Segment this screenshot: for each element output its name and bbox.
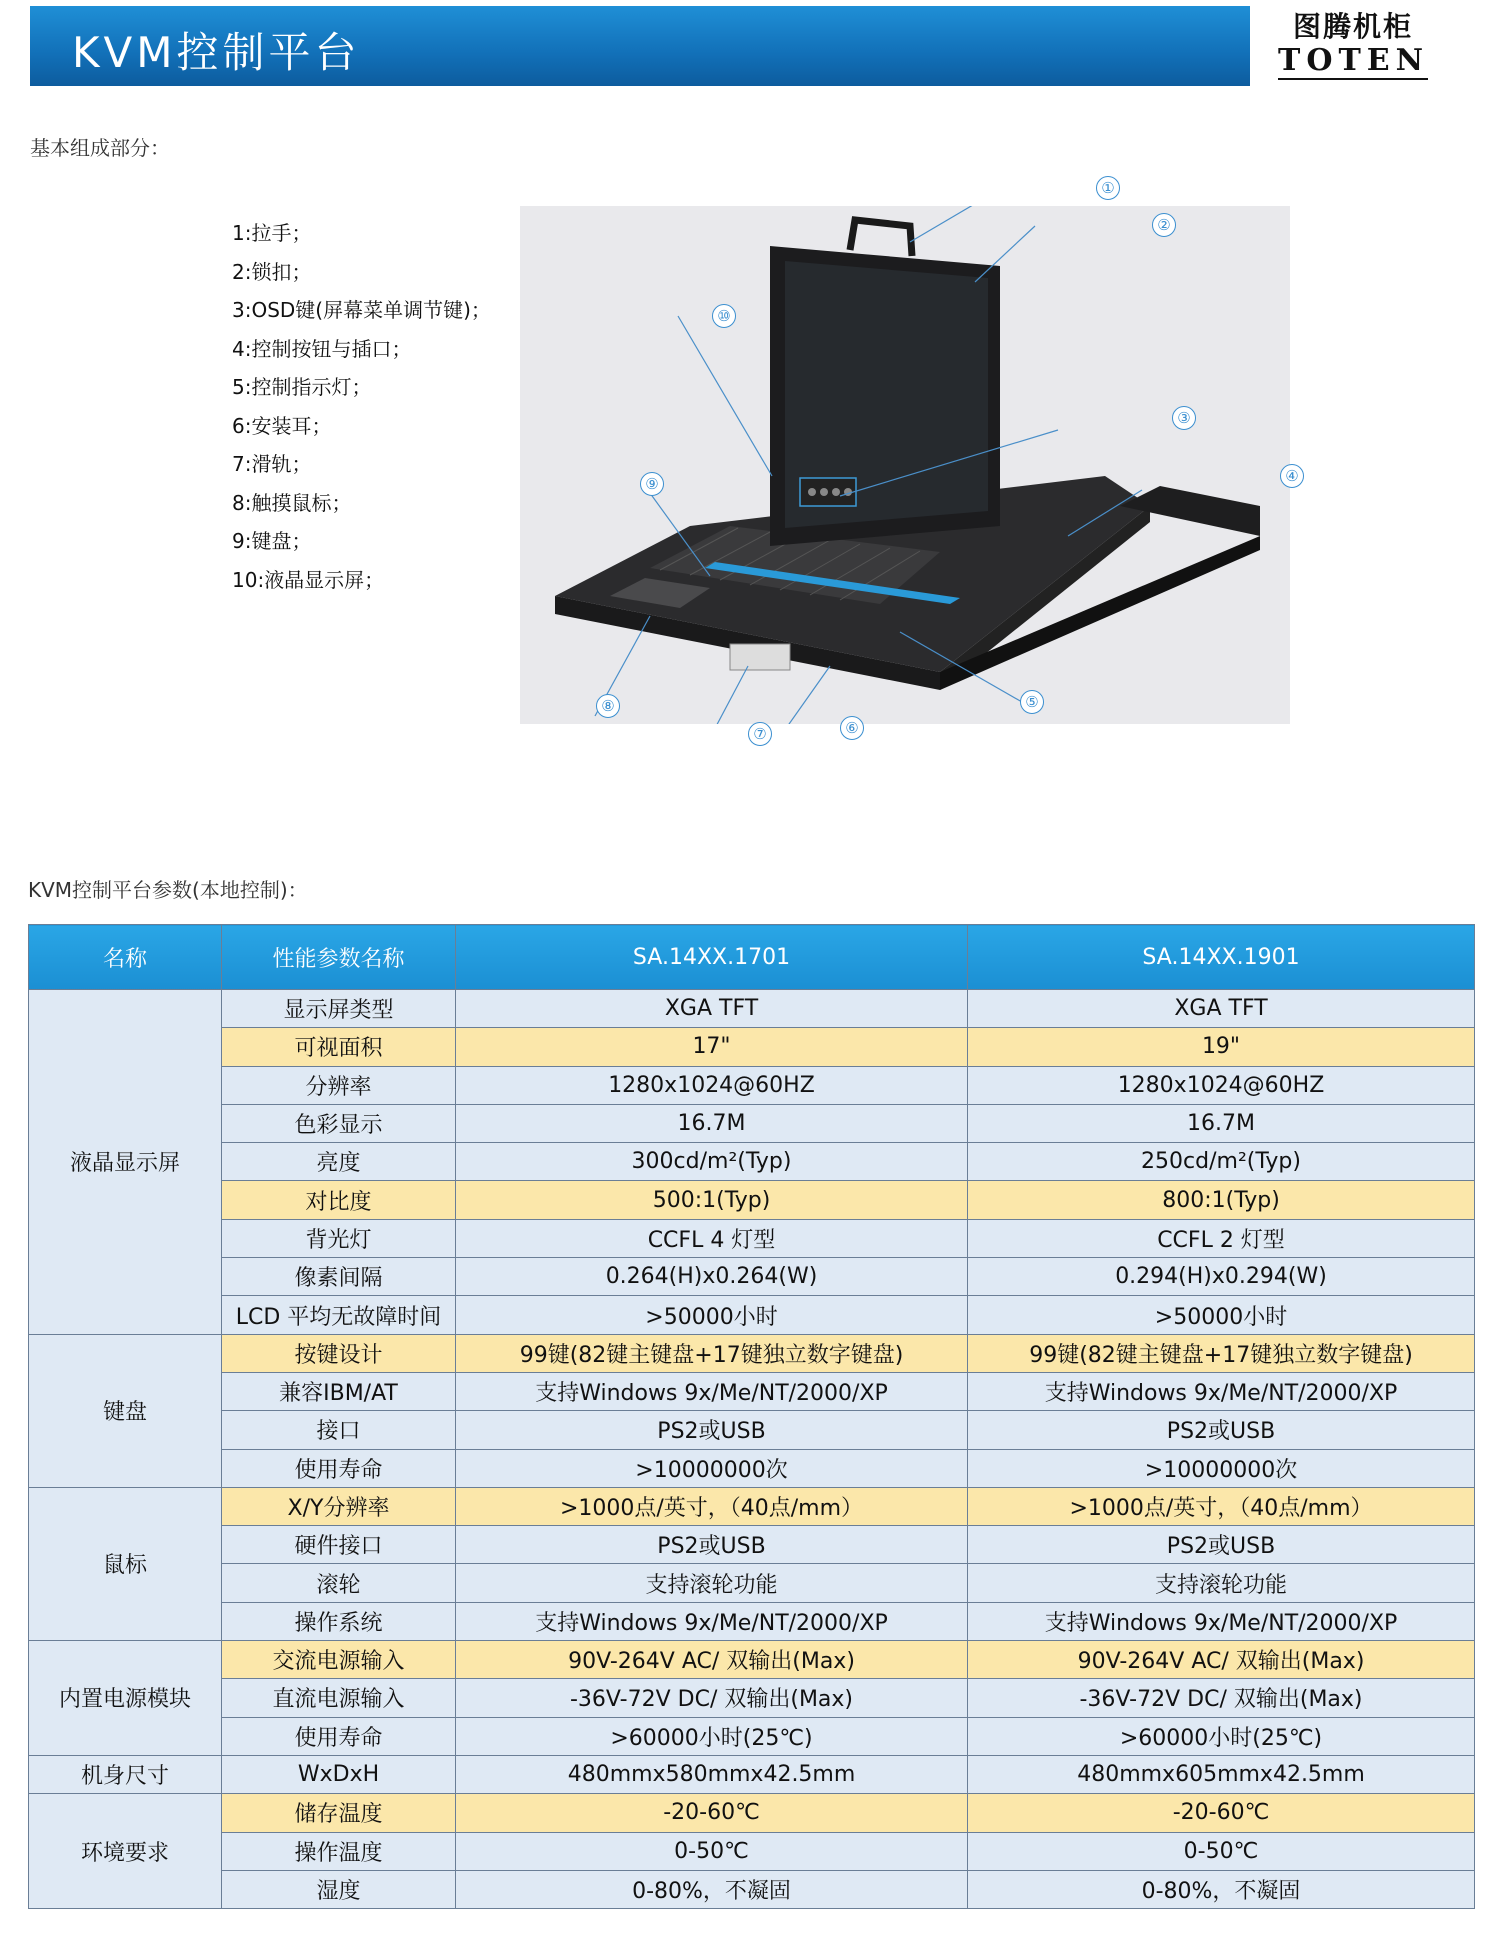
param-cell: 像素间隔: [222, 1258, 456, 1296]
table-row: [29, 1449, 1475, 1487]
kvm-illustration: [520, 206, 1290, 724]
param-cell: 对比度: [222, 1181, 456, 1219]
param-cell: 按键设计: [222, 1334, 456, 1372]
param-cell: 亮度: [222, 1143, 456, 1181]
param-cell: 色彩显示: [222, 1104, 456, 1142]
title-banner: [30, 6, 1250, 86]
logo-english: TOTEN: [1278, 43, 1430, 78]
table-row: [29, 1372, 1475, 1410]
value-1901-cell: PS2或USB: [968, 1411, 1475, 1449]
part-item: 3:OSD键(屏幕菜单调节键)；: [232, 298, 491, 322]
value-1701-cell: CCFL 4 灯型: [456, 1219, 968, 1257]
callout-10: ⑩: [712, 304, 736, 328]
table-row: [29, 1641, 1475, 1679]
spec-table-header: [29, 925, 1475, 990]
table-row: [29, 1602, 1475, 1640]
table-row: [29, 1143, 1475, 1181]
table-row: [29, 1411, 1475, 1449]
table-row: [29, 990, 1475, 1028]
part-item: 10:液晶显示屏；: [232, 567, 385, 592]
value-1701-cell: >10000000次: [456, 1449, 968, 1487]
kvm-product-photo: [520, 206, 1290, 724]
table-row: [29, 1870, 1475, 1908]
table-row: [29, 1334, 1475, 1372]
table-row: [29, 1066, 1475, 1104]
part-item: 6:安装耳；: [232, 413, 332, 438]
table-row: [29, 1794, 1475, 1832]
param-cell: 分辨率: [222, 1066, 456, 1104]
value-1901-cell: 0.294(H)x0.294(W): [968, 1258, 1475, 1296]
value-1901-cell: -36V-72V DC/ 双输出(Max): [968, 1679, 1475, 1717]
value-1901-cell: >10000000次: [968, 1449, 1475, 1487]
category-cell: 环境要求: [29, 1794, 222, 1909]
value-1901-cell: 99键(82键主键盘+17键独立数字键盘): [968, 1334, 1475, 1372]
table-row: [29, 1526, 1475, 1564]
part-item: 2:锁扣；: [232, 259, 312, 284]
value-1701-cell: 支持Windows 9x/Me/NT/2000/XP: [456, 1372, 968, 1410]
part-item: 1:拉手；: [232, 221, 312, 245]
value-1701-cell: 90V-264V AC/ 双输出(Max): [456, 1641, 968, 1679]
value-1701-cell: PS2或USB: [456, 1526, 968, 1564]
table-row: [29, 1564, 1475, 1602]
value-1701-cell: 0-50℃: [456, 1832, 968, 1870]
spec-table: [28, 924, 1475, 1909]
category-cell: 鼠标: [29, 1487, 222, 1640]
param-cell: WxDxH: [222, 1755, 456, 1793]
param-cell: 使用寿命: [222, 1449, 456, 1487]
callout-7: ⑦: [748, 722, 772, 746]
value-1701-cell: 0-80%，不凝固: [456, 1870, 968, 1908]
value-1901-cell: >50000小时: [968, 1296, 1475, 1334]
value-1701-cell: 17": [456, 1028, 968, 1066]
value-1901-cell: CCFL 2 灯型: [968, 1219, 1475, 1257]
callout-1: ①: [1096, 176, 1120, 200]
table-row: [29, 1181, 1475, 1219]
table-row: [29, 1219, 1475, 1257]
value-1701-cell: >60000小时(25℃): [456, 1717, 968, 1755]
param-cell: 可视面积: [222, 1028, 456, 1066]
value-1701-cell: >50000小时: [456, 1296, 968, 1334]
callout-8: ⑧: [596, 694, 620, 718]
value-1901-cell: 支持Windows 9x/Me/NT/2000/XP: [968, 1372, 1475, 1410]
part-item: 9:键盘；: [232, 529, 312, 553]
value-1701-cell: >1000点/英寸，（40点/mm）: [456, 1487, 968, 1525]
param-cell: 硬件接口: [222, 1526, 456, 1564]
param-cell: 湿度: [222, 1870, 456, 1908]
value-1901-cell: XGA TFT: [968, 990, 1475, 1028]
value-1701-cell: 支持滚轮功能: [456, 1564, 968, 1602]
value-1901-cell: >1000点/英寸，（40点/mm）: [968, 1487, 1475, 1525]
param-cell: 接口: [222, 1411, 456, 1449]
header-model-1901: SA.14XX.1901: [968, 925, 1475, 990]
value-1901-cell: 1280x1024@60HZ: [968, 1066, 1475, 1104]
category-cell: 机身尺寸: [29, 1755, 222, 1793]
value-1701-cell: 0.264(H)x0.264(W): [456, 1258, 968, 1296]
value-1701-cell: 1280x1024@60HZ: [456, 1066, 968, 1104]
table-row: [29, 1028, 1475, 1066]
param-cell: 兼容IBM/AT: [222, 1372, 456, 1410]
value-1701-cell: 300cd/m²(Typ): [456, 1143, 968, 1181]
page-title: KVM控制平台: [72, 28, 361, 77]
composition-heading: 基本组成部分：: [30, 136, 170, 160]
param-cell: 显示屏类型: [222, 990, 456, 1028]
table-row: [29, 1296, 1475, 1334]
callout-2: ②: [1152, 213, 1176, 237]
callout-6: ⑥: [840, 716, 864, 740]
value-1901-cell: 90V-264V AC/ 双输出(Max): [968, 1641, 1475, 1679]
value-1701-cell: 500:1(Typ): [456, 1181, 968, 1219]
value-1901-cell: 0-50℃: [968, 1832, 1475, 1870]
header-name: 名称: [29, 925, 222, 990]
value-1701-cell: 支持Windows 9x/Me/NT/2000/XP: [456, 1602, 968, 1640]
category-cell: 键盘: [29, 1334, 222, 1487]
value-1701-cell: XGA TFT: [456, 990, 968, 1028]
value-1901-cell: 19": [968, 1028, 1475, 1066]
value-1901-cell: 16.7M: [968, 1104, 1475, 1142]
part-item: 5:控制指示灯；: [232, 375, 372, 399]
param-cell: X/Y分辨率: [222, 1487, 456, 1525]
header-model-1701: SA.14XX.1701: [456, 925, 968, 990]
callout-4: ④: [1280, 464, 1304, 488]
part-item: 8:触摸鼠标；: [232, 490, 352, 515]
table-row: [29, 1832, 1475, 1870]
value-1901-cell: 250cd/m²(Typ): [968, 1143, 1475, 1181]
table-row: [29, 1487, 1475, 1525]
param-cell: 直流电源输入: [222, 1679, 456, 1717]
value-1701-cell: -20-60℃: [456, 1794, 968, 1832]
value-1901-cell: 支持Windows 9x/Me/NT/2000/XP: [968, 1602, 1475, 1640]
value-1701-cell: -36V-72V DC/ 双输出(Max): [456, 1679, 968, 1717]
value-1901-cell: -20-60℃: [968, 1794, 1475, 1832]
param-cell: 操作系统: [222, 1602, 456, 1640]
brand-logo: [1278, 10, 1428, 82]
logo-chinese: 图腾机柜: [1292, 10, 1413, 43]
parts-list: [232, 214, 491, 599]
value-1701-cell: 16.7M: [456, 1104, 968, 1142]
value-1901-cell: >60000小时(25℃): [968, 1717, 1475, 1755]
value-1901-cell: PS2或USB: [968, 1526, 1475, 1564]
callout-9: ⑨: [640, 472, 664, 496]
table-row: [29, 1679, 1475, 1717]
params-heading: KVM控制平台参数(本地控制)：: [28, 878, 308, 902]
value-1701-cell: 480mmx580mmx42.5mm: [456, 1755, 968, 1793]
value-1901-cell: 480mmx605mmx42.5mm: [968, 1755, 1475, 1793]
param-cell: 操作温度: [222, 1832, 456, 1870]
category-cell: 内置电源模块: [29, 1641, 222, 1756]
param-cell: 储存温度: [222, 1794, 456, 1832]
category-cell: 液晶显示屏: [29, 990, 222, 1335]
value-1701-cell: PS2或USB: [456, 1411, 968, 1449]
value-1901-cell: 支持滚轮功能: [968, 1564, 1475, 1602]
value-1901-cell: 0-80%，不凝固: [968, 1870, 1475, 1908]
table-row: [29, 1755, 1475, 1793]
header-param: 性能参数名称: [222, 925, 456, 990]
callout-5: ⑤: [1020, 690, 1044, 714]
param-cell: 滚轮: [222, 1564, 456, 1602]
value-1701-cell: 99键(82键主键盘+17键独立数字键盘): [456, 1334, 968, 1372]
table-row: [29, 1104, 1475, 1142]
param-cell: 交流电源输入: [222, 1641, 456, 1679]
value-1901-cell: 800:1(Typ): [968, 1181, 1475, 1219]
part-item: 4:控制按钮与插口；: [232, 336, 412, 361]
table-row: [29, 1258, 1475, 1296]
table-row: [29, 1717, 1475, 1755]
part-item: 7:滑轨；: [232, 452, 312, 476]
param-cell: 背光灯: [222, 1219, 456, 1257]
param-cell: LCD 平均无故障时间: [222, 1296, 456, 1334]
callout-3: ③: [1172, 406, 1196, 430]
param-cell: 使用寿命: [222, 1717, 456, 1755]
